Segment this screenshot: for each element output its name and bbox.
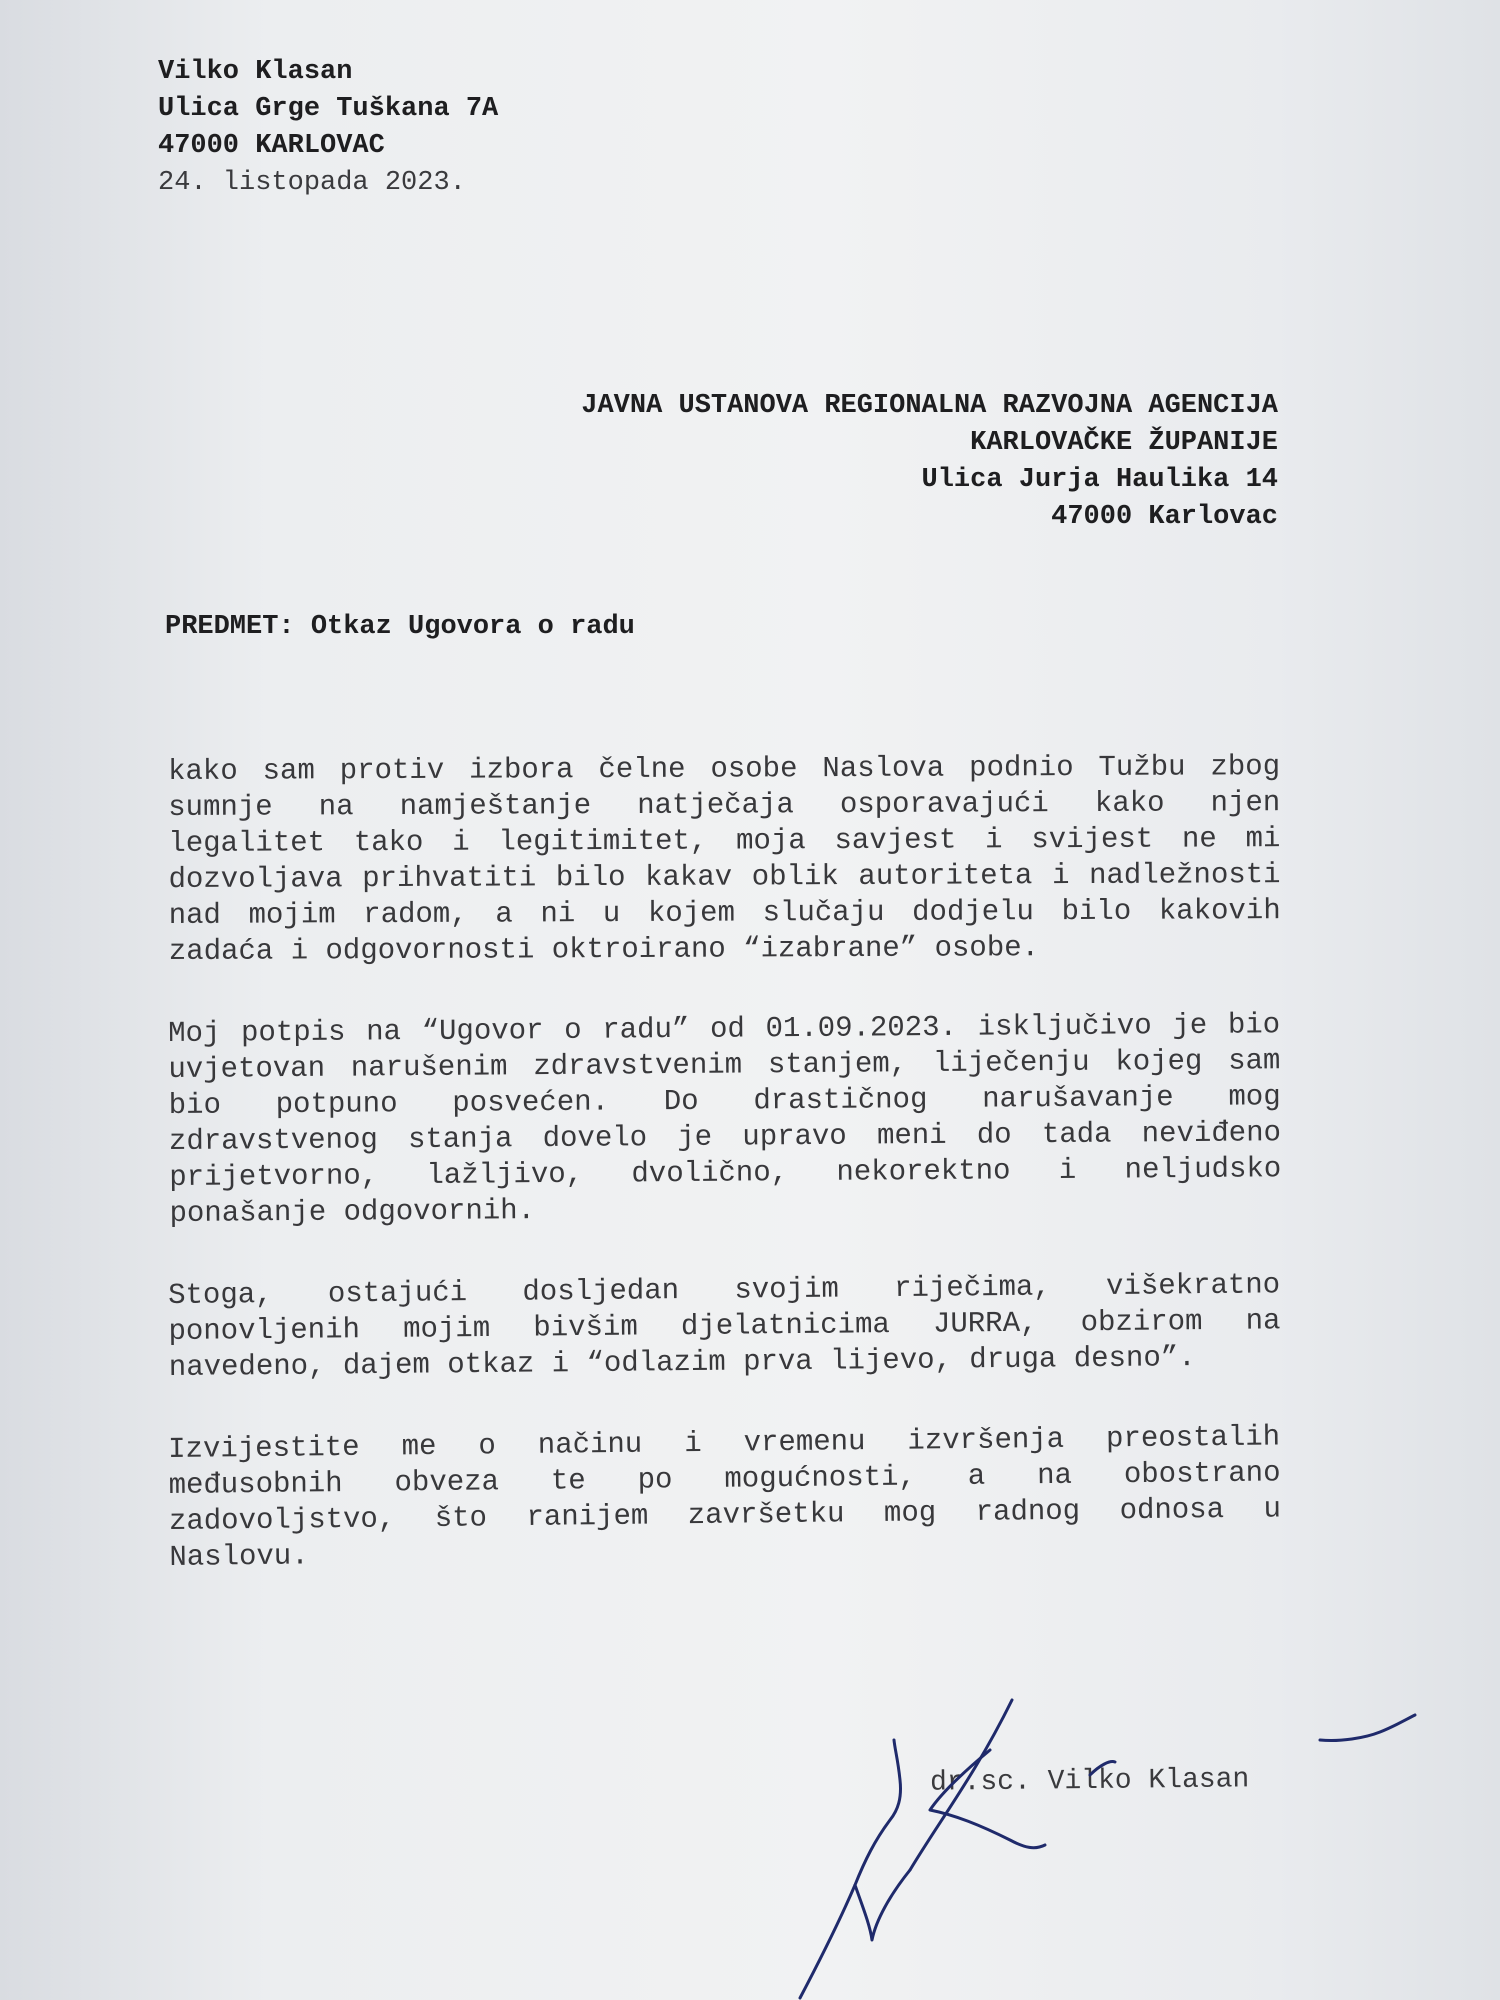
recipient-line-2: KARLOVAČKE ŽUPANIJE xyxy=(970,428,1278,458)
body-paragraph-4: Izvijestite me o načinu i vremenu izvršenja preostalih međusobnih obveza te po mogućnosti, a na obostrano zadovoljstvo, što ranijem završetku mog radnog odnosa u Naslovu. xyxy=(168,1420,1282,1574)
signature-printed-name: dr.sc. Vilko Klasan xyxy=(929,1764,1250,1799)
recipient-street: Ulica Jurja Haulika 14 xyxy=(921,465,1278,495)
body-paragraph-1: kako sam protiv izbora čelne osobe Naslova podnio Tužbu zbog sumnje na namještanje natječaja osporavajući kako njen legalitet tako i legitimitet, moja savjest i svijest ne mi dozvoljava prihvatiti bilo kakav oblik autoriteta i nadležnosti nad mojim radom, a ni u kojem slučaju dodjelu bilo kakovih zadaća i odgovornosti oktroirano “izabrane” osobe. xyxy=(168,750,1281,968)
letter-body xyxy=(168,750,1282,1622)
letter-date: 24. listopada 2023. xyxy=(158,168,466,198)
subject-text: Otkaz Ugovora o radu xyxy=(310,612,635,642)
sender-name: Vilko Klasan xyxy=(158,57,353,87)
body-paragraph-2: Moj potpis na “Ugovor o radu” od 01.09.2023. isključivo je bio uvjetovan narušenim zdravstvenim stanjem, liječenju kojeg sam bio potpuno posvećen. Do drastičnog narušavanje mog zdravstvenog stanja dovelo je upravo meni do tada neviđeno prijetvorno, lažljivo, dvolično, nekorektno i neljudsko ponašanje odgovornih. xyxy=(168,1008,1282,1230)
handwritten-signature xyxy=(780,1680,1440,2000)
recipient-line-1: JAVNA USTANOVA REGIONALNA RAZVOJNA AGENCIJA xyxy=(581,391,1278,421)
body-paragraph-3: Stoga, ostajući dosljedan svojim riječima, višekratno ponovljenih mojim bivšim djelatnicima JURRA, obzirom na navedeno, dajem otkaz i “odlazim prva lijevo, druga desno”. xyxy=(168,1268,1281,1384)
subject-label: PREDMET: xyxy=(165,612,295,642)
recipient-block xyxy=(378,388,1278,536)
sender-street: Ulica Grge Tuškana 7A xyxy=(158,94,499,124)
recipient-city: 47000 Karlovac xyxy=(1051,502,1278,532)
subject-line xyxy=(165,612,635,642)
sender-city: 47000 KARLOVAC xyxy=(158,131,385,161)
sender-block xyxy=(158,54,498,202)
